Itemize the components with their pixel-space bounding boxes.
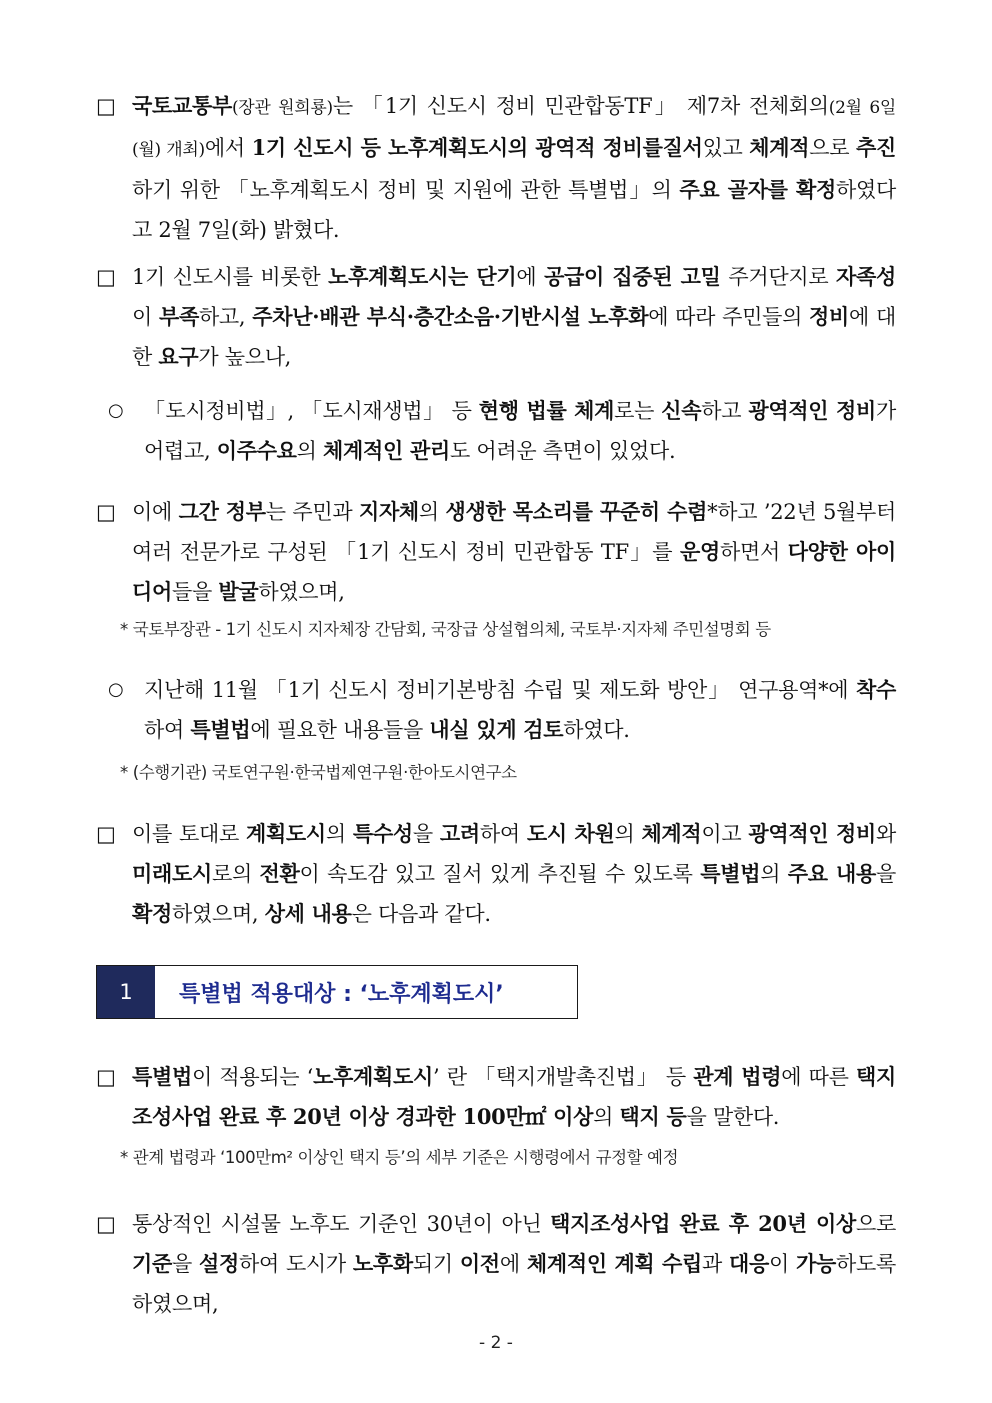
square-bullet-icon: □ (96, 265, 116, 289)
square-bullet-icon: □ (96, 822, 116, 846)
paragraph-5: ○ 지난해 11월 「1기 신도시 정비기본방침 수립 및 제도화 방안」 연구용역*에 착수하여 특별법에 필요한 내용들을 내실 있게 검토하였다. (108, 670, 896, 750)
square-bullet-icon: □ (96, 500, 116, 524)
square-bullet-icon: □ (96, 1065, 116, 1089)
paragraph-3: ○ 「도시정비법」, 「도시재생법」 등 현행 법률 체계로는 신속하고 광역적인 정비가 어렵고, 이주수요의 체계적인 관리도 어려운 측면이 있었다. (108, 391, 896, 471)
circle-bullet-icon: ○ (108, 679, 124, 700)
section-number: 1 (97, 966, 155, 1018)
paragraph-1: □ 국토교통부(장관 원희룡)는 「1기 신도시 정비 민관합동TF」 제7차 전체회의(2월 6일(월) 개최)에서 1기 신도시 등 노후계획도시의 광역적 정비를질서있고 체계적으로 추진하기 위한 「노후계획도시 정비 및 지원에 관한 특별법」의 주요 골자를 확정하였다고 2월 7일(화) 밝혔다. (96, 86, 896, 250)
paragraph-8: □ 통상적인 시설물 노후도 기준인 30년이 아닌 택지조성사업 완료 후 20년 이상으로 기준을 설정하여 도시가 노후화되기 이전에 체계적인 계획 수립과 대응이 가능하도록 하였으며, (96, 1204, 896, 1324)
paragraph-7: □ 특별법이 적용되는 ‘노후계획도시’ 란 「택지개발촉진법」 등 관계 법령에 따른 택지조성사업 완료 후 20년 이상 경과한 100만㎡ 이상의 택지 등을 말한다. (96, 1057, 896, 1137)
section-header (96, 965, 578, 1019)
footnote-3: * 관계 법령과 ‘100만m² 이상인 택지 등’의 세부 기준은 시행령에서 규정할 예정 (120, 1148, 679, 1167)
square-bullet-icon: □ (96, 94, 116, 118)
circle-bullet-icon: ○ (108, 400, 124, 421)
paragraph-2: □ 1기 신도시를 비롯한 노후계획도시는 단기에 공급이 집중된 고밀 주거단지로 자족성이 부족하고, 주차난·배관 부식·층간소음·기반시설 노후화에 따라 주민들의 정비에 대한 요구가 높으나, (96, 257, 896, 377)
section-title: 특별법 적용대상 : ‘노후계획도시’ (179, 981, 504, 1007)
footnote-1: * 국토부장관 - 1기 신도시 지자체장 간담회, 국장급 상설협의체, 국토부·지자체 주민설명회 등 (120, 620, 771, 639)
page-number: - 2 - (479, 1333, 513, 1353)
square-bullet-icon: □ (96, 1212, 116, 1236)
footnote-2: * (수행기관) 국토연구원·한국법제연구원·한아도시연구소 (120, 763, 517, 782)
paragraph-4: □ 이에 그간 정부는 주민과 지자체의 생생한 목소리를 꾸준히 수렴*하고 ’22년 5월부터 여러 전문가로 구성된 「1기 신도시 정비 민관합동 TF」를 운영하면서 다양한 아이디어들을 발굴하였으며, (96, 492, 896, 612)
paragraph-6: □ 이를 토대로 계획도시의 특수성을 고려하여 도시 차원의 체계적이고 광역적인 정비와 미래도시로의 전환이 속도감 있고 질서 있게 추진될 수 있도록 특별법의 주요 내용을 확정하였으며, 상세 내용은 다음과 같다. (96, 814, 896, 934)
